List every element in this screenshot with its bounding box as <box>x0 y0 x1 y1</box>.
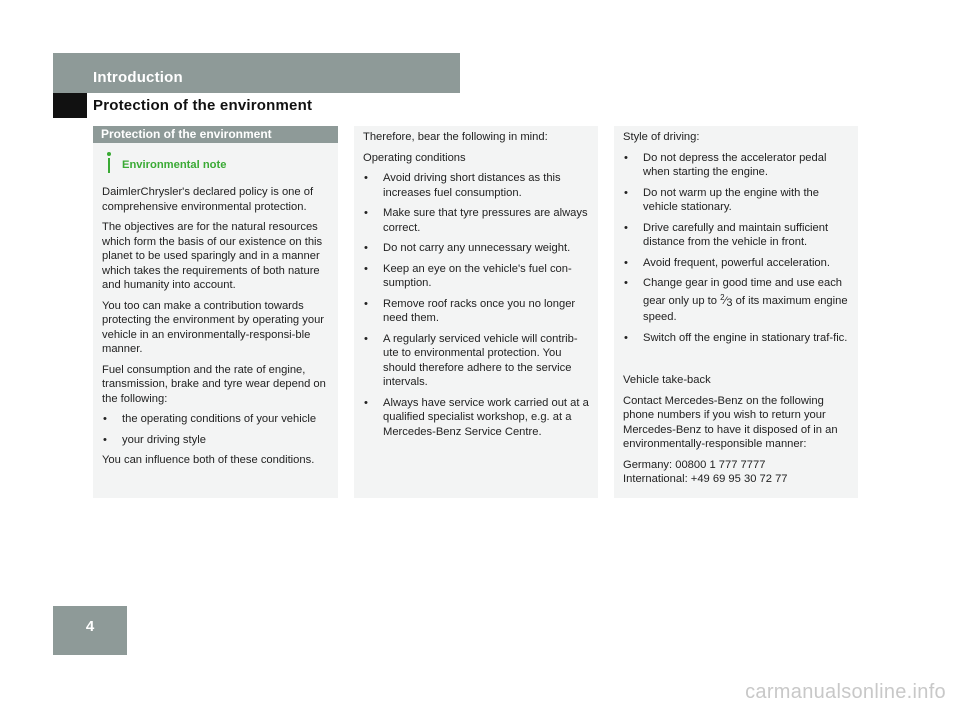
list-item-text: Make sure that tyre pressures are always correct. <box>383 207 588 234</box>
list-item-text: Avoid frequent, powerful acceleration. <box>643 256 830 269</box>
bullet-icon: • <box>624 151 628 164</box>
page-title: Protection of the environment <box>93 97 313 114</box>
subheading: Operating conditions <box>363 151 466 164</box>
two-thirds-fraction: $^2⁄_3$ <box>720 292 733 309</box>
bullet-icon: • <box>624 186 628 199</box>
list-item <box>623 221 850 250</box>
gear-text-after: of its maximum engine speed. <box>643 294 848 323</box>
list-item <box>102 412 330 427</box>
list-item-text: the operating conditions of your vehicle <box>122 413 317 425</box>
list-item-text: your driving style <box>122 433 206 446</box>
list-item <box>623 186 850 215</box>
fraction-denominator: 3 <box>726 296 733 309</box>
page-number: 4 <box>85 618 95 635</box>
list-item <box>363 171 590 200</box>
bullet-icon: • <box>364 172 368 184</box>
bullet-icon: • <box>624 277 628 289</box>
list-item-text: Avoid driving short distances as this increases fuel consumption. <box>383 172 561 199</box>
paragraph: Fuel consumption and the rate of engine, transmission, brake and tyre wear depend on the following: <box>102 363 326 405</box>
paragraph: Contact Mercedes-Benz on the following phone numbers if you wish to return your Mercedes-Benz to have it disposed of in an environmentally-responsible manner: <box>623 394 838 450</box>
bullet-icon: • <box>103 433 107 446</box>
column-1-body <box>93 143 338 468</box>
paragraph: DaimlerChrysler's declared policy is one of comprehensive environmental protection. <box>102 186 314 213</box>
subheading: Style of driving: <box>623 131 700 143</box>
watermark: carmanualsonline.info <box>745 681 946 703</box>
list-item-text: Remove roof racks once you no longer need them. <box>383 297 576 324</box>
gear-text-before: Change gear in good time and use each gear only up to <box>643 277 843 307</box>
list-item <box>623 256 850 271</box>
section-title: Introduction <box>93 69 183 86</box>
phone-germany: Germany: 00800 1 777 7777 <box>623 458 766 471</box>
column-2 <box>354 126 598 498</box>
list-item <box>363 396 590 440</box>
paragraph: You can influence both of these conditions. <box>102 454 315 466</box>
list-item-text: Do not depress the accelerator pedal when starting the engine. <box>643 151 827 178</box>
bullet-icon: • <box>624 221 628 234</box>
list-item-text: Switch off the engine in stationary traf-fic. <box>643 331 848 344</box>
list-item <box>102 433 330 448</box>
list-item <box>363 241 590 256</box>
column-heading: Protection of the environment <box>93 126 338 143</box>
bullet-icon: • <box>364 332 368 345</box>
paragraph: The objectives are for the natural resources which form the basis of our existence on this planet to be used sparingly and in a manner which takes the requirements of both nature and humanity into account. <box>102 221 323 291</box>
bullet-list <box>102 412 330 447</box>
bullet-icon: • <box>364 396 368 409</box>
gear-change-text <box>643 277 848 323</box>
phone-international: International: +49 69 95 30 72 77 <box>623 473 788 485</box>
list-item-text: Do not carry any unnecessary weight. <box>383 242 571 254</box>
bullet-list <box>363 171 590 439</box>
bullet-icon: • <box>364 207 368 219</box>
environmental-note-header <box>102 151 330 173</box>
list-item-text: Keep an eye on the vehicle's fuel con-sumption. <box>383 262 572 289</box>
header-marker <box>53 93 87 118</box>
list-item <box>623 331 850 346</box>
list-item <box>363 297 590 326</box>
paragraph: You too can make a contribution towards protecting the environment by operating your vehicle in an environmentally-responsi-ble manner. <box>102 299 325 355</box>
bullet-icon: • <box>364 242 368 254</box>
list-item <box>363 206 590 235</box>
fraction-numerator: 2 <box>720 292 725 302</box>
column-3 <box>614 126 858 498</box>
bullet-icon: • <box>364 297 368 310</box>
paragraph: Therefore, bear the following in mind: <box>363 131 548 143</box>
note-title: Environmental note <box>122 158 227 171</box>
bullet-list <box>623 151 850 346</box>
page-number-box <box>53 606 127 655</box>
bullet-icon: • <box>364 262 368 275</box>
list-item-text: Do not warm up the engine with the vehicle stationary. <box>643 186 819 213</box>
list-item-text: Always have service work carried out at a qualified specialist workshop, e.g. at a Mercedes-Benz Service Centre. <box>383 396 589 438</box>
spacer <box>623 351 850 373</box>
list-item <box>363 262 590 291</box>
list-item <box>363 332 590 390</box>
list-item <box>623 151 850 180</box>
list-item-text: A regularly serviced vehicle will contrib-ute to environmental protection. You should therefore adhere to the service intervals. <box>383 332 578 388</box>
list-item <box>623 276 850 325</box>
bullet-icon: • <box>624 331 628 344</box>
list-item-text: Drive carefully and maintain sufficient distance from the vehicle in front. <box>643 221 829 248</box>
bullet-icon: • <box>624 256 628 269</box>
info-i-icon <box>102 151 116 173</box>
column-1 <box>93 126 338 498</box>
bullet-icon: • <box>103 413 107 425</box>
subheading: Vehicle take-back <box>623 374 711 386</box>
